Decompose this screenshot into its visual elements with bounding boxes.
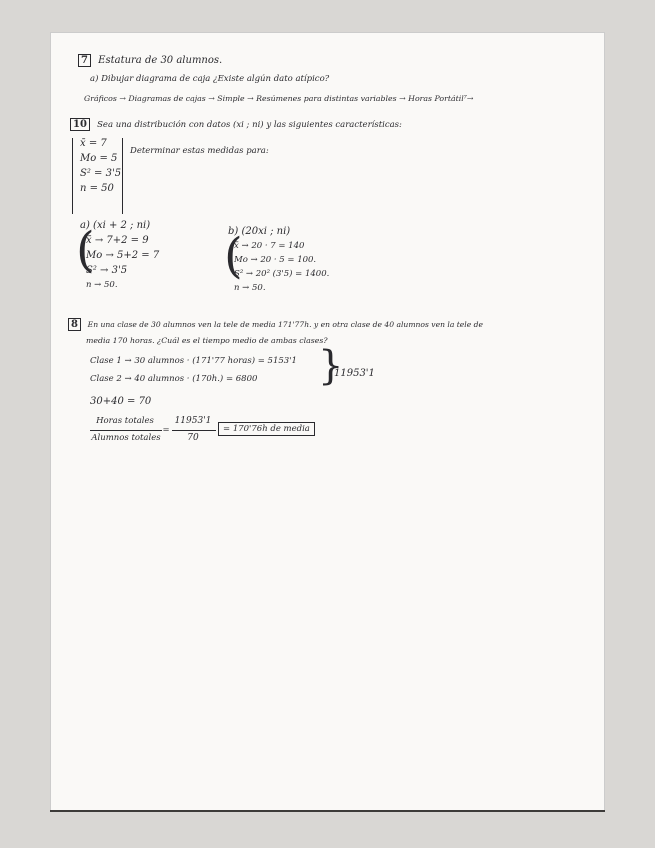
notebook-page [50,32,605,812]
fraction-denominator-value: 70 [187,433,199,443]
stats-left-bracket [72,138,73,214]
ex8-statement-1: En una clase de 30 alumnos ven la tele de media 171'77h. y en otra clase de 40 alumnos ven la tele de [87,320,483,329]
part-a-n: n → 50. [86,280,118,290]
total-brace: } [318,343,344,389]
ex7-menu-path: Gráficos → Diagramas de cajas → Simple → Resúmenes para distintas variables → Horas Portátil⁷→ [84,94,474,103]
ex10-heading [70,118,402,131]
ex10-title: Sea una distribución con datos (xi ; ni) y las siguientes características: [97,120,402,130]
part-b-mean: x̄ → 20 · 7 = 140 [234,241,305,251]
ex7-question-a: a) Dibujar diagrama de caja ¿Existe algún dato atípico? [90,74,330,84]
ex7-title: Estatura de 30 alumnos. [98,55,223,66]
fraction-denominator-label: Alumnos totales [91,433,161,443]
fraction-bar-values [172,430,216,431]
ex7-heading [78,54,222,67]
class1-calc: Clase 1 → 30 alumnos · (171'77 horas) = 5153'1 [90,356,297,366]
stat-mode: Mo = 5 [80,153,118,164]
fraction-numerator-label: Horas totales [96,416,154,426]
stat-mean: x̄ = 7 [80,138,107,149]
stat-n: n = 50 [80,183,114,194]
page-bottom-edge [50,810,605,812]
part-a-title: a) (xi + 2 ; ni) [80,220,151,231]
ex8-statement-2: media 170 horas. ¿Cuál es el tiempo medio de ambas clases? [86,336,328,345]
ex8-number: 8 [68,318,81,331]
part-b-brace: ( [224,228,243,284]
equals-sign: = [162,425,170,435]
ex8-line-1 [68,318,483,331]
stats-right-bracket [122,138,123,214]
part-b-n: n → 50. [234,283,266,293]
part-b-variance: S² → 20² (3'5) = 1400. [234,269,330,279]
ex10-number: 10 [70,118,90,131]
given-stats [80,138,121,198]
class2-calc: Clase 2 → 40 alumnos · (170h.) = 6800 [90,374,258,384]
part-a-variance: S² → 3'5 [86,265,128,276]
part-a-mode: Mo → 5+2 = 7 [86,250,160,261]
part-b-title: b) (20xi ; ni) [228,226,291,237]
part-a-mean: x̄ → 7+2 = 9 [86,235,149,246]
fraction-bar-labels [90,430,162,431]
ex10-instructions: Determinar estas medidas para: [130,146,269,156]
part-a-brace: ( [76,222,95,278]
ex7-number: 7 [78,54,91,67]
fraction-numerator-value: 11953'1 [174,416,212,426]
total-hours: 11953'1 [334,368,375,379]
stat-variance: S² = 3'5 [80,168,122,179]
part-b-mode: Mo → 20 · 5 = 100. [234,255,317,265]
final-result: = 170'76h de media [218,422,315,436]
total-students: 30+40 = 70 [90,396,152,407]
